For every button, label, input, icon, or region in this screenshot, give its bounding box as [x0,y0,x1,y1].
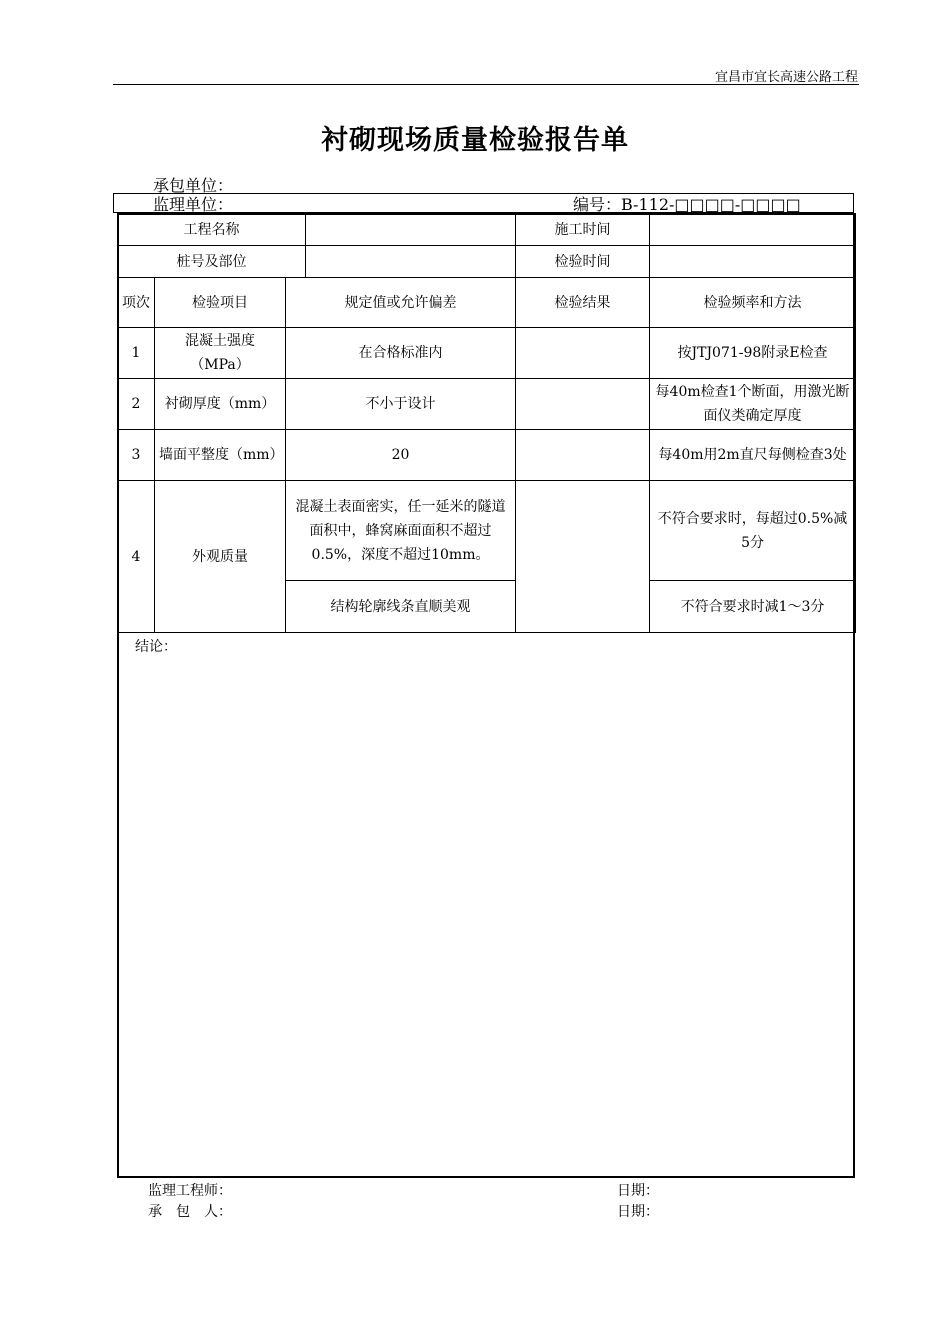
table-row [118,430,856,481]
col-header-no: 项次 [118,278,155,328]
contractor-date-label: 日期： [617,1204,659,1220]
contractor-signature-label: 承 包 人： [148,1204,232,1220]
row-item: 墙面平整度（mm） [155,430,286,481]
row-item: 衬砌厚度（mm） [155,379,286,430]
col-header-spec: 规定值或允许偏差 [286,278,516,328]
construction-time-label: 施工时间 [516,214,650,246]
row-result[interactable] [516,481,650,633]
row-method: 不符合要求时，每超过0.5%减5分 [650,481,856,581]
header-project-name: 宜昌市宜长高速公路工程 [714,70,858,85]
document-code: 编号：B-112-□□□□-□□□□ [573,195,801,214]
row-no: 4 [118,481,155,633]
engineer-date-label: 日期： [617,1183,659,1199]
project-name-value[interactable] [306,214,516,246]
row-spec: 混凝土表面密实，任一延米的隧道面积中，蜂窝麻面面积不超过0.5%，深度不超过10mm。 [286,481,516,581]
contractor-label: 承包单位： [153,176,234,195]
supervisor-label: 监理单位： [153,195,234,214]
supervising-engineer-label: 监理工程师： [148,1183,232,1199]
row-result[interactable] [516,430,650,481]
station-label: 桩号及部位 [118,246,306,278]
row-result[interactable] [516,379,650,430]
row-method: 按JTJ071-98附录E检查 [650,328,856,379]
row-item: 混凝土强度（MPa） [155,328,286,379]
row-result[interactable] [516,328,650,379]
col-header-item: 检验项目 [155,278,286,328]
row-method: 每40m检查1个断面，用激光断面仪类确定厚度 [650,379,856,430]
row-method-appearance: 不符合要求时减1～3分 [650,581,856,633]
row-item: 外观质量 [155,481,286,633]
row-no: 1 [118,328,155,379]
header-divider [113,84,859,85]
row-method: 每40m用2m直尺每侧检查3处 [650,430,856,481]
construction-time-value[interactable] [650,214,856,246]
row-spec: 在合格标准内 [286,328,516,379]
row-no: 3 [118,430,155,481]
station-value[interactable] [306,246,516,278]
row-spec-appearance: 结构轮廓线条直顺美观 [286,581,516,633]
table-row [118,328,856,379]
row-no: 2 [118,379,155,430]
page-title: 衬砌现场质量检验报告单 [321,125,629,156]
inspection-time-label: 检验时间 [516,246,650,278]
inspection-table [117,213,856,633]
table-row [118,481,856,581]
table-row [118,379,856,430]
row-spec: 20 [286,430,516,481]
conclusion-label: 结论： [135,639,177,655]
project-name-label: 工程名称 [118,214,306,246]
col-header-method: 检验频率和方法 [650,278,856,328]
row-spec: 不小于设计 [286,379,516,430]
inspection-time-value[interactable] [650,246,856,278]
col-header-result: 检验结果 [516,278,650,328]
